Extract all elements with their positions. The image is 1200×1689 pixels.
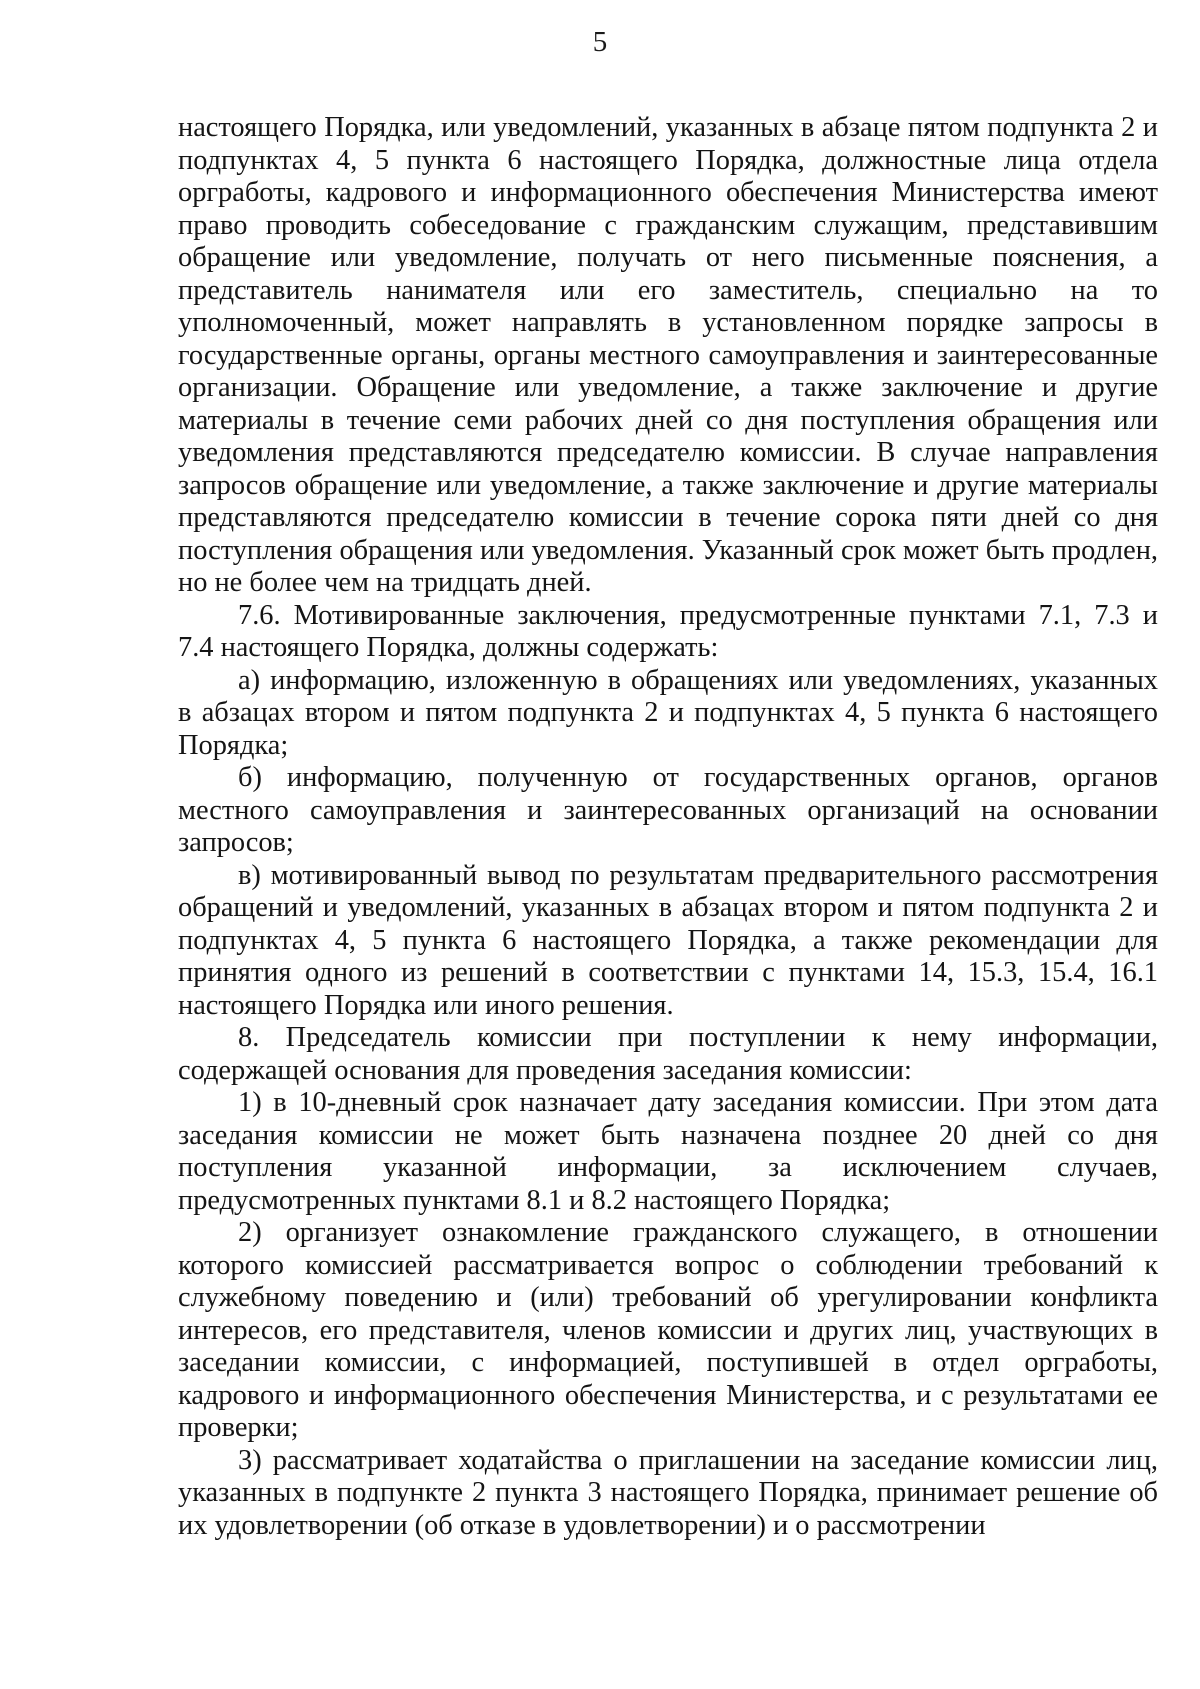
paragraph: в) мотивированный вывод по результатам предварительного рассмотрения обращений и уведомлений, указанных в абзацах втором и пятом подпункта 2 и подпунктах 4, 5 пункта 6 настоящего Порядка, а также рекомендации для принятия одного из решений в соответствии с пунктами 14, 15.3, 15.4, 16.1 настоящего Порядка или иного решения. <box>178 859 1158 1021</box>
document-body <box>178 112 1158 1542</box>
paragraph: 3) рассматривает ходатайства о приглашении на заседание комиссии лиц, указанных в подпункте 2 пункта 3 настоящего Порядка, принимает решение об их удовлетворении (об отказе в удовлетворении) и о рассмотрении <box>178 1444 1158 1541</box>
paragraph: а) информацию, изложенную в обращениях или уведомлениях, указанных в абзацах втором и пятом подпункта 2 и подпунктах 4, 5 пункта 6 настоящего Порядка; <box>178 664 1158 761</box>
paragraph: б) информацию, полученную от государственных органов, органов местного самоуправления и заинтересованных организаций на основании запросов; <box>178 762 1158 858</box>
paragraph: 8. Председатель комиссии при поступлении к нему информации, содержащей основания для проведения заседания комиссии: <box>178 1022 1158 1086</box>
paragraph: настоящего Порядка, или уведомлений, указанных в абзаце пятом подпункта 2 и подпунктах 4, 5 пункта 6 настоящего Порядка, должностные лица отдела оргработы, кадрового и информационного обеспечения Министерства имеют право проводить собеседование с гражданским служащим, представившим обращение или уведомление, получать от него письменные пояснения, а представитель нанимателя или его заместитель, специально на то уполномоченный, может направлять в установленном порядке запросы в государственные органы, органы местного самоуправления и заинтересованные организации. Обращение или уведомление, а также заключение и другие материалы в течение семи рабочих дней со дня поступления обращения или уведомления представляются председателю комиссии. В случае направления запросов обращение или уведомление, а также заключение и другие материалы представляются председателю комиссии в течение сорока пяти дней со дня поступления обращения или уведомления. Указанный срок может быть продлен, но не более чем на тридцать дней. <box>178 112 1158 598</box>
paragraph: 1) в 10-дневный срок назначает дату заседания комиссии. При этом дата заседания комиссии не может быть назначена позднее 20 дней со дня поступления указанной информации, за исключением случаев, предусмотренных пунктами 8.1 и 8.2 настоящего Порядка; <box>178 1087 1158 1216</box>
paragraph: 2) организует ознакомление гражданского служащего, в отношении которого комиссией рассматривается вопрос о соблюдении требований к служебному поведению и (или) требований об урегулировании конфликта интересов, его представителя, членов комиссии и других лиц, участвующих в заседании комиссии, с информацией, поступившей в отдел оргработы, кадрового и информационного обеспечения Министерства, и с результатами ее проверки; <box>178 1217 1158 1443</box>
page-number: 5 <box>592 26 608 58</box>
paragraph: 7.6. Мотивированные заключения, предусмотренные пунктами 7.1, 7.3 и 7.4 настоящего Порядка, должны содержать: <box>178 599 1158 663</box>
